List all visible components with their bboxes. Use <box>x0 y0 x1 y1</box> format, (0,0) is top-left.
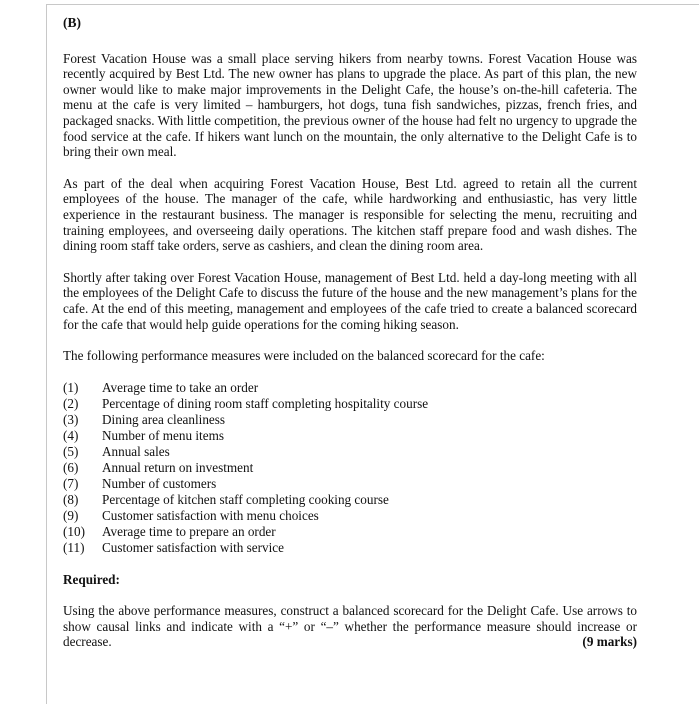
list-item <box>63 396 637 412</box>
marks-label: (9 marks) <box>582 634 637 650</box>
list-item-text: Average time to take an order <box>102 379 259 395</box>
list-item-text: Customer satisfaction with menu choices <box>102 507 319 523</box>
list-item-number: (1) <box>63 379 79 395</box>
list-item <box>63 428 637 444</box>
list-item <box>63 508 637 524</box>
list-item-number: (8) <box>63 491 79 507</box>
list-item-text: Annual return on investment <box>102 459 254 475</box>
list-item-number: (2) <box>63 395 79 411</box>
list-item <box>63 524 637 540</box>
list-item-text: Number of customers <box>102 475 217 491</box>
list-item <box>63 540 637 556</box>
list-item-number: (6) <box>63 459 79 475</box>
list-item-text: Number of menu items <box>102 427 224 443</box>
list-item <box>63 380 637 396</box>
paragraph-measures-intro: The following performance measures were included on the balanced scorecard for the cafe: <box>63 348 545 364</box>
required-heading: Required: <box>63 571 120 587</box>
paragraph-intro: Forest Vacation House was a small place serving hikers from nearby towns. Forest Vacation House was recently acquired by Best Ltd. The new owner has plans to upgrade the place. As part of this plan, the new owner would like to make major improvements in the Delight Cafe, the house’s on-the-hill cafeteria. The menu at the cafe is very limited – hamburgers, hot dogs, tuna fish sandwiches, pizzas, french fries, and packaged snacks. With little competition, the previous owner of the house had felt no urgency to upgrade the food service at the cafe. If hikers want lunch on the mountain, the only alternative to the Delight Cafe is to bring their own meal. <box>63 50 637 160</box>
list-item-number: (9) <box>63 507 79 523</box>
list-item <box>63 492 637 508</box>
performance-measures-list <box>63 380 637 556</box>
list-item-number: (10) <box>63 523 85 539</box>
list-item-number: (3) <box>63 411 79 427</box>
list-item-text: Average time to prepare an order <box>102 523 276 539</box>
list-item-text: Customer satisfaction with service <box>102 539 285 555</box>
list-item <box>63 460 637 476</box>
list-item-text: Percentage of kitchen staff completing cooking course <box>102 491 389 507</box>
list-item-text: Annual sales <box>102 443 170 459</box>
list-item-number: (7) <box>63 475 79 491</box>
list-item-number: (4) <box>63 427 79 443</box>
document-body <box>63 15 637 650</box>
list-item-number: (5) <box>63 443 79 459</box>
section-label: (B) <box>63 15 81 30</box>
paragraph-meeting: Shortly after taking over Forest Vacation House, management of Best Ltd. held a day-long meeting with all the employees of the Delight Cafe to discuss the future of the house and the new management’s plans for the cafe. At the end of this meeting, management and employees of the cafe tried to create a balanced scorecard for the cafe that would help guide operations for the coming hiking season. <box>63 269 637 332</box>
required-text: Using the above performance measures, construct a balanced scorecard for the Delight Cafe. Use arrows to show causal links and indicate with a “+” or “–” whether the performance measure should increase or decrease. <box>63 603 637 650</box>
list-item-text: Dining area cleanliness <box>102 411 226 427</box>
list-item <box>63 476 637 492</box>
list-item <box>63 412 637 428</box>
list-item <box>63 444 637 460</box>
list-item-number: (11) <box>63 539 85 555</box>
required-instructions <box>63 603 637 650</box>
list-item-text: Percentage of dining room staff completing hospitality course <box>102 395 429 411</box>
paragraph-employees: As part of the deal when acquiring Forest Vacation House, Best Ltd. agreed to retain all the current employees of the house. The manager of the cafe, while hardworking and enthusiastic, has very little experience in the restaurant business. The manager is responsible for selecting the menu, recruiting and training employees, and overseeing daily operations. The kitchen staff prepare food and wash dishes. The dining room staff take orders, serve as cashiers, and clean the dining room area. <box>63 175 637 254</box>
